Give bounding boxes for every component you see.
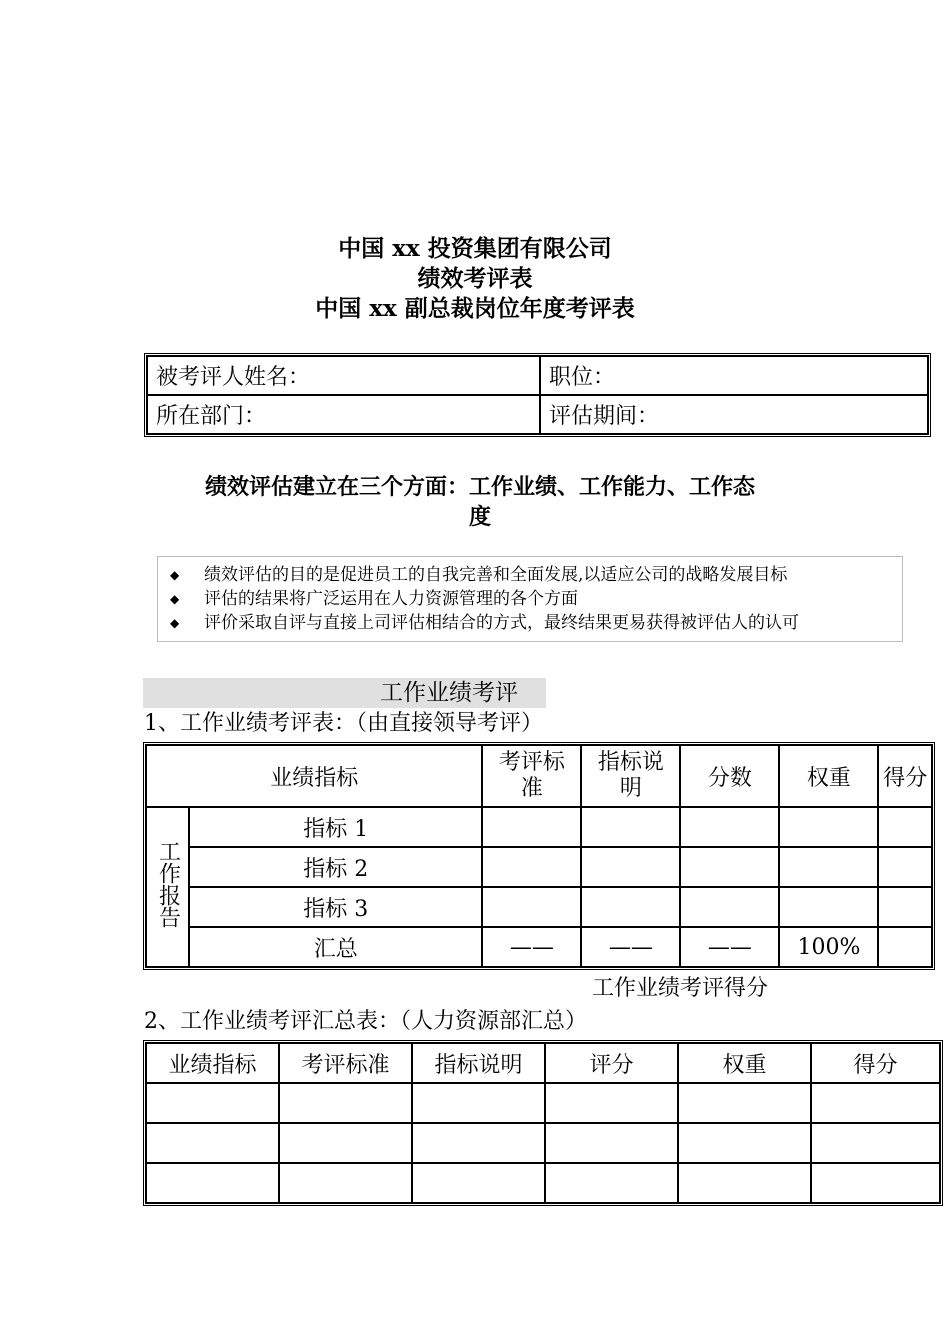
summary-description: —— (581, 927, 680, 967)
table-cell[interactable] (811, 1123, 940, 1163)
table2-label: 2、工作业绩考评汇总表：（人力资源部汇总） (144, 1009, 587, 1034)
table-cell[interactable] (146, 1083, 279, 1123)
header-description: 指标说明 (581, 745, 680, 807)
table1-label: 1、工作业绩考评表：（由直接领导考评） (144, 711, 543, 736)
diamond-bullet-icon: ◆ (170, 568, 180, 582)
note-item (158, 611, 902, 635)
summary-score: —— (680, 927, 779, 967)
table-cell[interactable] (412, 1083, 545, 1123)
department-label: 所在部门： (156, 404, 267, 429)
group-label: 工作报告 (155, 840, 181, 928)
group-cell (146, 807, 189, 967)
summary-label: 汇总 (189, 927, 482, 967)
header-indicator: 业绩指标 (146, 1043, 279, 1083)
standard-cell[interactable] (482, 887, 581, 927)
header-result: 得分 (878, 745, 932, 807)
table-row (146, 1163, 940, 1203)
performance-table (143, 742, 935, 970)
description-cell[interactable] (581, 847, 680, 887)
result-cell[interactable] (878, 807, 932, 847)
form-title: 绩效考评表 (417, 265, 533, 292)
table-cell[interactable] (412, 1123, 545, 1163)
diamond-bullet-icon: ◆ (170, 616, 180, 630)
employee-info-table (144, 353, 931, 437)
header-indicator: 业绩指标 (146, 745, 482, 807)
result-cell[interactable] (878, 887, 932, 927)
table-cell[interactable] (146, 1163, 279, 1203)
section-title: 工作业绩考评 (380, 680, 518, 706)
weight-cell[interactable] (779, 887, 878, 927)
description-cell[interactable] (581, 887, 680, 927)
result-cell[interactable] (878, 847, 932, 887)
table-row (146, 1083, 940, 1123)
table-cell[interactable] (545, 1083, 678, 1123)
note-item (158, 563, 902, 587)
company-name: 中国 xx 投资集团有限公司 (338, 235, 612, 262)
table-cell[interactable] (811, 1083, 940, 1123)
note-text: 评价采取自评与直接上司评估相结合的方式，最终结果更易获得被评估人的认可 (204, 613, 799, 633)
score-cell[interactable] (680, 847, 779, 887)
score-cell[interactable] (680, 807, 779, 847)
indicator-cell: 指标 3 (189, 887, 482, 927)
header-score: 分数 (680, 745, 779, 807)
header-standard: 考评标准 (279, 1043, 412, 1083)
table-cell[interactable] (412, 1163, 545, 1203)
header-rating: 评分 (545, 1043, 678, 1083)
note-text: 评估的结果将广泛运用在人力资源管理的各个方面 (204, 589, 578, 609)
table-cell[interactable] (279, 1163, 412, 1203)
header-result: 得分 (811, 1043, 940, 1083)
performance-score-label: 工作业绩考评得分 (592, 976, 769, 1001)
table-row (146, 1123, 940, 1163)
indicator-cell: 指标 1 (189, 807, 482, 847)
table-cell[interactable] (678, 1163, 811, 1203)
header-standard: 考评标准 (482, 745, 581, 807)
table-cell[interactable] (811, 1163, 940, 1203)
notes-box (157, 556, 903, 642)
note-item (158, 587, 902, 611)
note-text: 绩效评估的目的是促进员工的自我完善和全面发展,以适应公司的战略发展目标 (204, 565, 788, 585)
name-label: 被考评人姓名： (156, 365, 311, 390)
table-cell[interactable] (545, 1123, 678, 1163)
summary-weight: 100% (779, 927, 878, 967)
name-field[interactable] (147, 356, 540, 395)
header-weight: 权重 (779, 745, 878, 807)
diamond-bullet-icon: ◆ (170, 592, 180, 606)
weight-cell[interactable] (779, 807, 878, 847)
summary-result[interactable] (878, 927, 932, 967)
summary-table (143, 1040, 943, 1206)
table-cell[interactable] (545, 1163, 678, 1203)
standard-cell[interactable] (482, 847, 581, 887)
table-cell[interactable] (279, 1083, 412, 1123)
table-cell[interactable] (279, 1123, 412, 1163)
score-cell[interactable] (680, 887, 779, 927)
department-field[interactable] (147, 395, 540, 434)
description-cell[interactable] (581, 807, 680, 847)
header-weight: 权重 (678, 1043, 811, 1083)
aspects-heading-line1: 绩效评估建立在三个方面：工作业绩、工作能力、工作态 (204, 474, 755, 500)
form-subtitle: 中国 xx 副总裁岗位年度考评表 (315, 295, 635, 322)
table-cell[interactable] (678, 1123, 811, 1163)
summary-standard: —— (482, 927, 581, 967)
header-description: 指标说明 (412, 1043, 545, 1083)
position-field[interactable] (540, 356, 928, 395)
table-cell[interactable] (678, 1083, 811, 1123)
period-field[interactable] (540, 395, 928, 434)
standard-cell[interactable] (482, 807, 581, 847)
aspects-heading-line2: 度 (468, 504, 491, 530)
period-label: 评估期间： (549, 404, 660, 429)
position-label: 职位： (549, 365, 616, 390)
weight-cell[interactable] (779, 847, 878, 887)
indicator-cell: 指标 2 (189, 847, 482, 887)
table-cell[interactable] (146, 1123, 279, 1163)
